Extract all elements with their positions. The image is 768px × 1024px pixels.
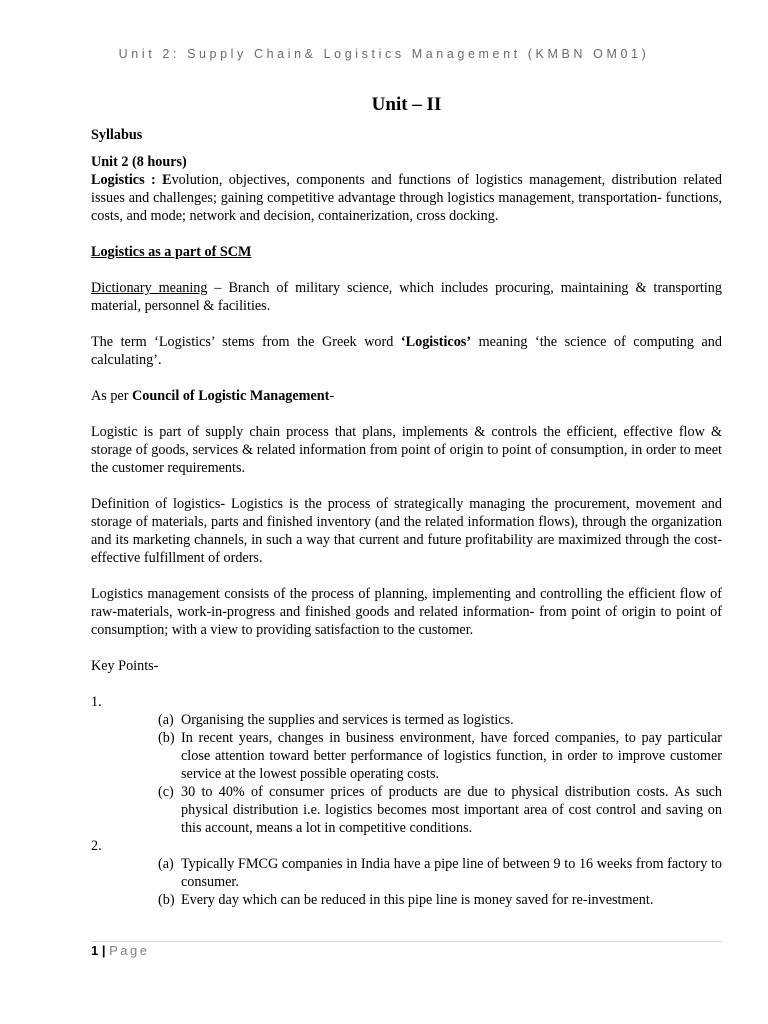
list-item-text: Organising the supplies and services is termed as logistics. <box>181 712 514 728</box>
list-item <box>91 711 722 729</box>
footer-divider <box>91 941 722 942</box>
term-post: meaning ‘the science of computing and calculating’. <box>91 334 722 368</box>
definition-paragraph: Definition of logistics- Logistics is the process of strategically managing the procurement, movement and storage of materials, parts and finished inventory (and the related information flows), through the organization and its marketing channels, in such a way that current and future profitability are maximized through the cost-effective fulfillment of orders. <box>91 496 722 566</box>
running-header: Unit 2: Supply Chain& Logistics Management (KMBN OM01) <box>118 47 650 61</box>
dictionary-text: – Branch of military science, which includes procuring, maintaining & transporting material, personnel & facilities. <box>91 280 722 314</box>
term-paragraph <box>91 333 722 369</box>
point-1-number: 1. <box>91 694 102 710</box>
syllabus-label: Syllabus <box>91 127 143 143</box>
logistics-text: volution, objectives, components and functions of logistics management, distribution related issues and challenges; gaining competitive advantage through logistics management, transportation- functions, costs, and mode; network and decision, containerization, cross docking. <box>91 172 722 224</box>
document-body <box>91 92 722 909</box>
list-item-label: (c) <box>158 784 174 800</box>
section-heading: Logistics as a part of SCM <box>91 244 252 260</box>
list-item-text: 30 to 40% of consumer prices of products are due to physical distribution costs. As such physical distribution i.e. logistics becomes most important area of cost control and saving on this account, means a lot in competitive conditions. <box>181 784 722 836</box>
list-item-label: (a) <box>158 856 174 872</box>
page-number: 1 <box>91 943 99 958</box>
logistics-syllabus-paragraph <box>91 171 722 225</box>
list-item-text: Typically FMCG companies in India have a pipe line of between 9 to 16 weeks from factory to consumer. <box>181 856 722 890</box>
list-item <box>91 729 722 783</box>
unit-label: Unit 2 (8 hours) <box>91 154 187 170</box>
as-per-bold: Council of Logistic Management <box>131 388 330 404</box>
as-per-pre: As per <box>91 388 132 404</box>
term-bold: ‘Logisticos’ <box>400 334 472 350</box>
logistic-paragraph: Logistic is part of supply chain process that plans, implements & controls the efficient, effective flow & storage of goods, services & related information from point of origin to point of consumption, in order to meet the customer requirements. <box>91 424 722 476</box>
as-per-paragraph <box>91 387 722 405</box>
list-item-text: In recent years, changes in business environment, have forced companies, to pay particular close attention toward better performance of logistics function, in order to improve customer service at the lowest possible operating costs. <box>181 730 722 782</box>
page-title: Unit – II <box>371 94 442 115</box>
page-footer <box>91 943 149 958</box>
term-pre: The term ‘Logistics’ stems from the Greek word <box>91 334 401 350</box>
point-2-number: 2. <box>91 838 102 854</box>
list-item <box>91 891 722 909</box>
management-paragraph: Logistics management consists of the process of planning, implementing and controlling the efficient flow of raw-materials, work-in-progress and finished goods and related information- from point of origin to point of consumption; with a view to providing satisfaction to the customer. <box>91 586 722 638</box>
list-item-label: (b) <box>158 892 175 908</box>
list-item-text: Every day which can be reduced in this pipe line is money saved for re-investment. <box>181 892 654 908</box>
list-item <box>91 855 722 891</box>
dictionary-label: Dictionary meaning <box>91 280 208 296</box>
list-item <box>91 783 722 837</box>
dictionary-paragraph <box>91 279 722 315</box>
list-item-label: (a) <box>158 712 174 728</box>
as-per-post: - <box>329 388 335 404</box>
page-label: Page <box>109 943 150 958</box>
footer-separator: | <box>98 943 110 958</box>
key-points-label: Key Points- <box>91 658 159 674</box>
logistics-lead: Logistics : E <box>91 172 172 188</box>
list-item-label: (b) <box>158 730 175 746</box>
